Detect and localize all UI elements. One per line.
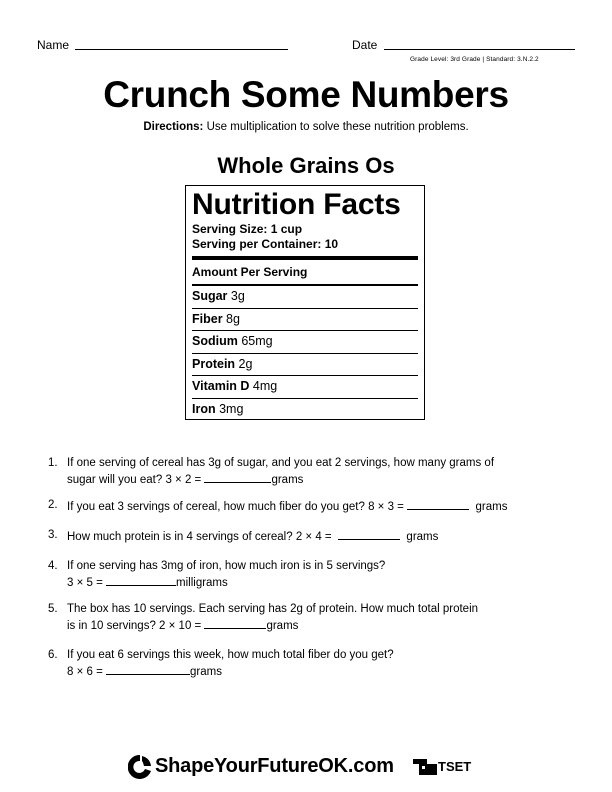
nutrition-facts-heading: Nutrition Facts bbox=[192, 188, 401, 221]
name-field[interactable] bbox=[75, 49, 288, 50]
nutrient-row: Fiber 8g bbox=[192, 309, 418, 332]
answer-blank-2[interactable] bbox=[407, 498, 469, 510]
grade-level-info: Grade Level: 3rd Grade | Standard: 3.N.2.2 bbox=[410, 56, 539, 63]
question-6: 6. If you eat 6 servings this week, how much total fiber do you get? 8 × 6 = grams bbox=[48, 649, 394, 678]
nutrient-row: Protein 2g bbox=[192, 354, 418, 377]
question-1: 1. If one serving of cereal has 3g of sugar, and you eat 2 servings, how many grams of sugar will you eat? 3 × 2 = grams bbox=[48, 457, 495, 486]
answer-blank-3[interactable] bbox=[338, 528, 400, 540]
question-3: 3. How much protein is in 4 servings of cereal? 2 × 4 = grams bbox=[48, 529, 439, 543]
servings-per-container: Serving per Container: 10 bbox=[192, 237, 339, 251]
page-title: Crunch Some Numbers bbox=[103, 74, 509, 115]
directions-label: Directions: bbox=[143, 121, 204, 133]
website-link[interactable]: ShapeYourFutureOK.com bbox=[155, 755, 394, 777]
date-field[interactable] bbox=[384, 49, 575, 50]
nutrient-row: Vitamin D 4mg bbox=[192, 376, 418, 399]
tset-logo: TSET bbox=[438, 759, 472, 774]
name-label: Name bbox=[37, 38, 70, 52]
nutrient-row: Sugar 3g bbox=[192, 286, 418, 309]
answer-blank-6[interactable] bbox=[106, 663, 190, 675]
nutrient-row: Sodium 65mg bbox=[192, 331, 418, 354]
answer-blank-5[interactable] bbox=[204, 617, 266, 629]
shape-your-future-logo-icon bbox=[128, 754, 152, 780]
oklahoma-state-icon bbox=[413, 759, 437, 775]
nutrition-facts-label bbox=[185, 185, 425, 420]
question-4: 4. If one serving has 3mg of iron, how much iron is in 5 servings? 3 × 5 = milligrams bbox=[48, 560, 386, 589]
serving-size: Serving Size: 1 cup bbox=[192, 222, 303, 236]
answer-blank-4[interactable] bbox=[106, 574, 176, 586]
directions-text: Use multiplication to solve these nutrition problems. bbox=[206, 121, 469, 133]
date-label: Date bbox=[352, 38, 378, 52]
amount-per-serving: Amount Per Serving bbox=[192, 265, 308, 279]
nutrient-row: Iron 3mg bbox=[192, 401, 244, 416]
question-5: 5. The box has 10 servings. Each serving has 2g of protein. How much total protein is in 10 servings? 2 × 10 = grams bbox=[48, 603, 479, 632]
product-name: Whole Grains Os bbox=[217, 153, 395, 178]
answer-blank-1[interactable] bbox=[204, 471, 271, 483]
directions bbox=[0, 121, 612, 133]
question-2: 2. If you eat 3 servings of cereal, how much fiber do you get? 8 × 3 = grams bbox=[48, 499, 508, 513]
